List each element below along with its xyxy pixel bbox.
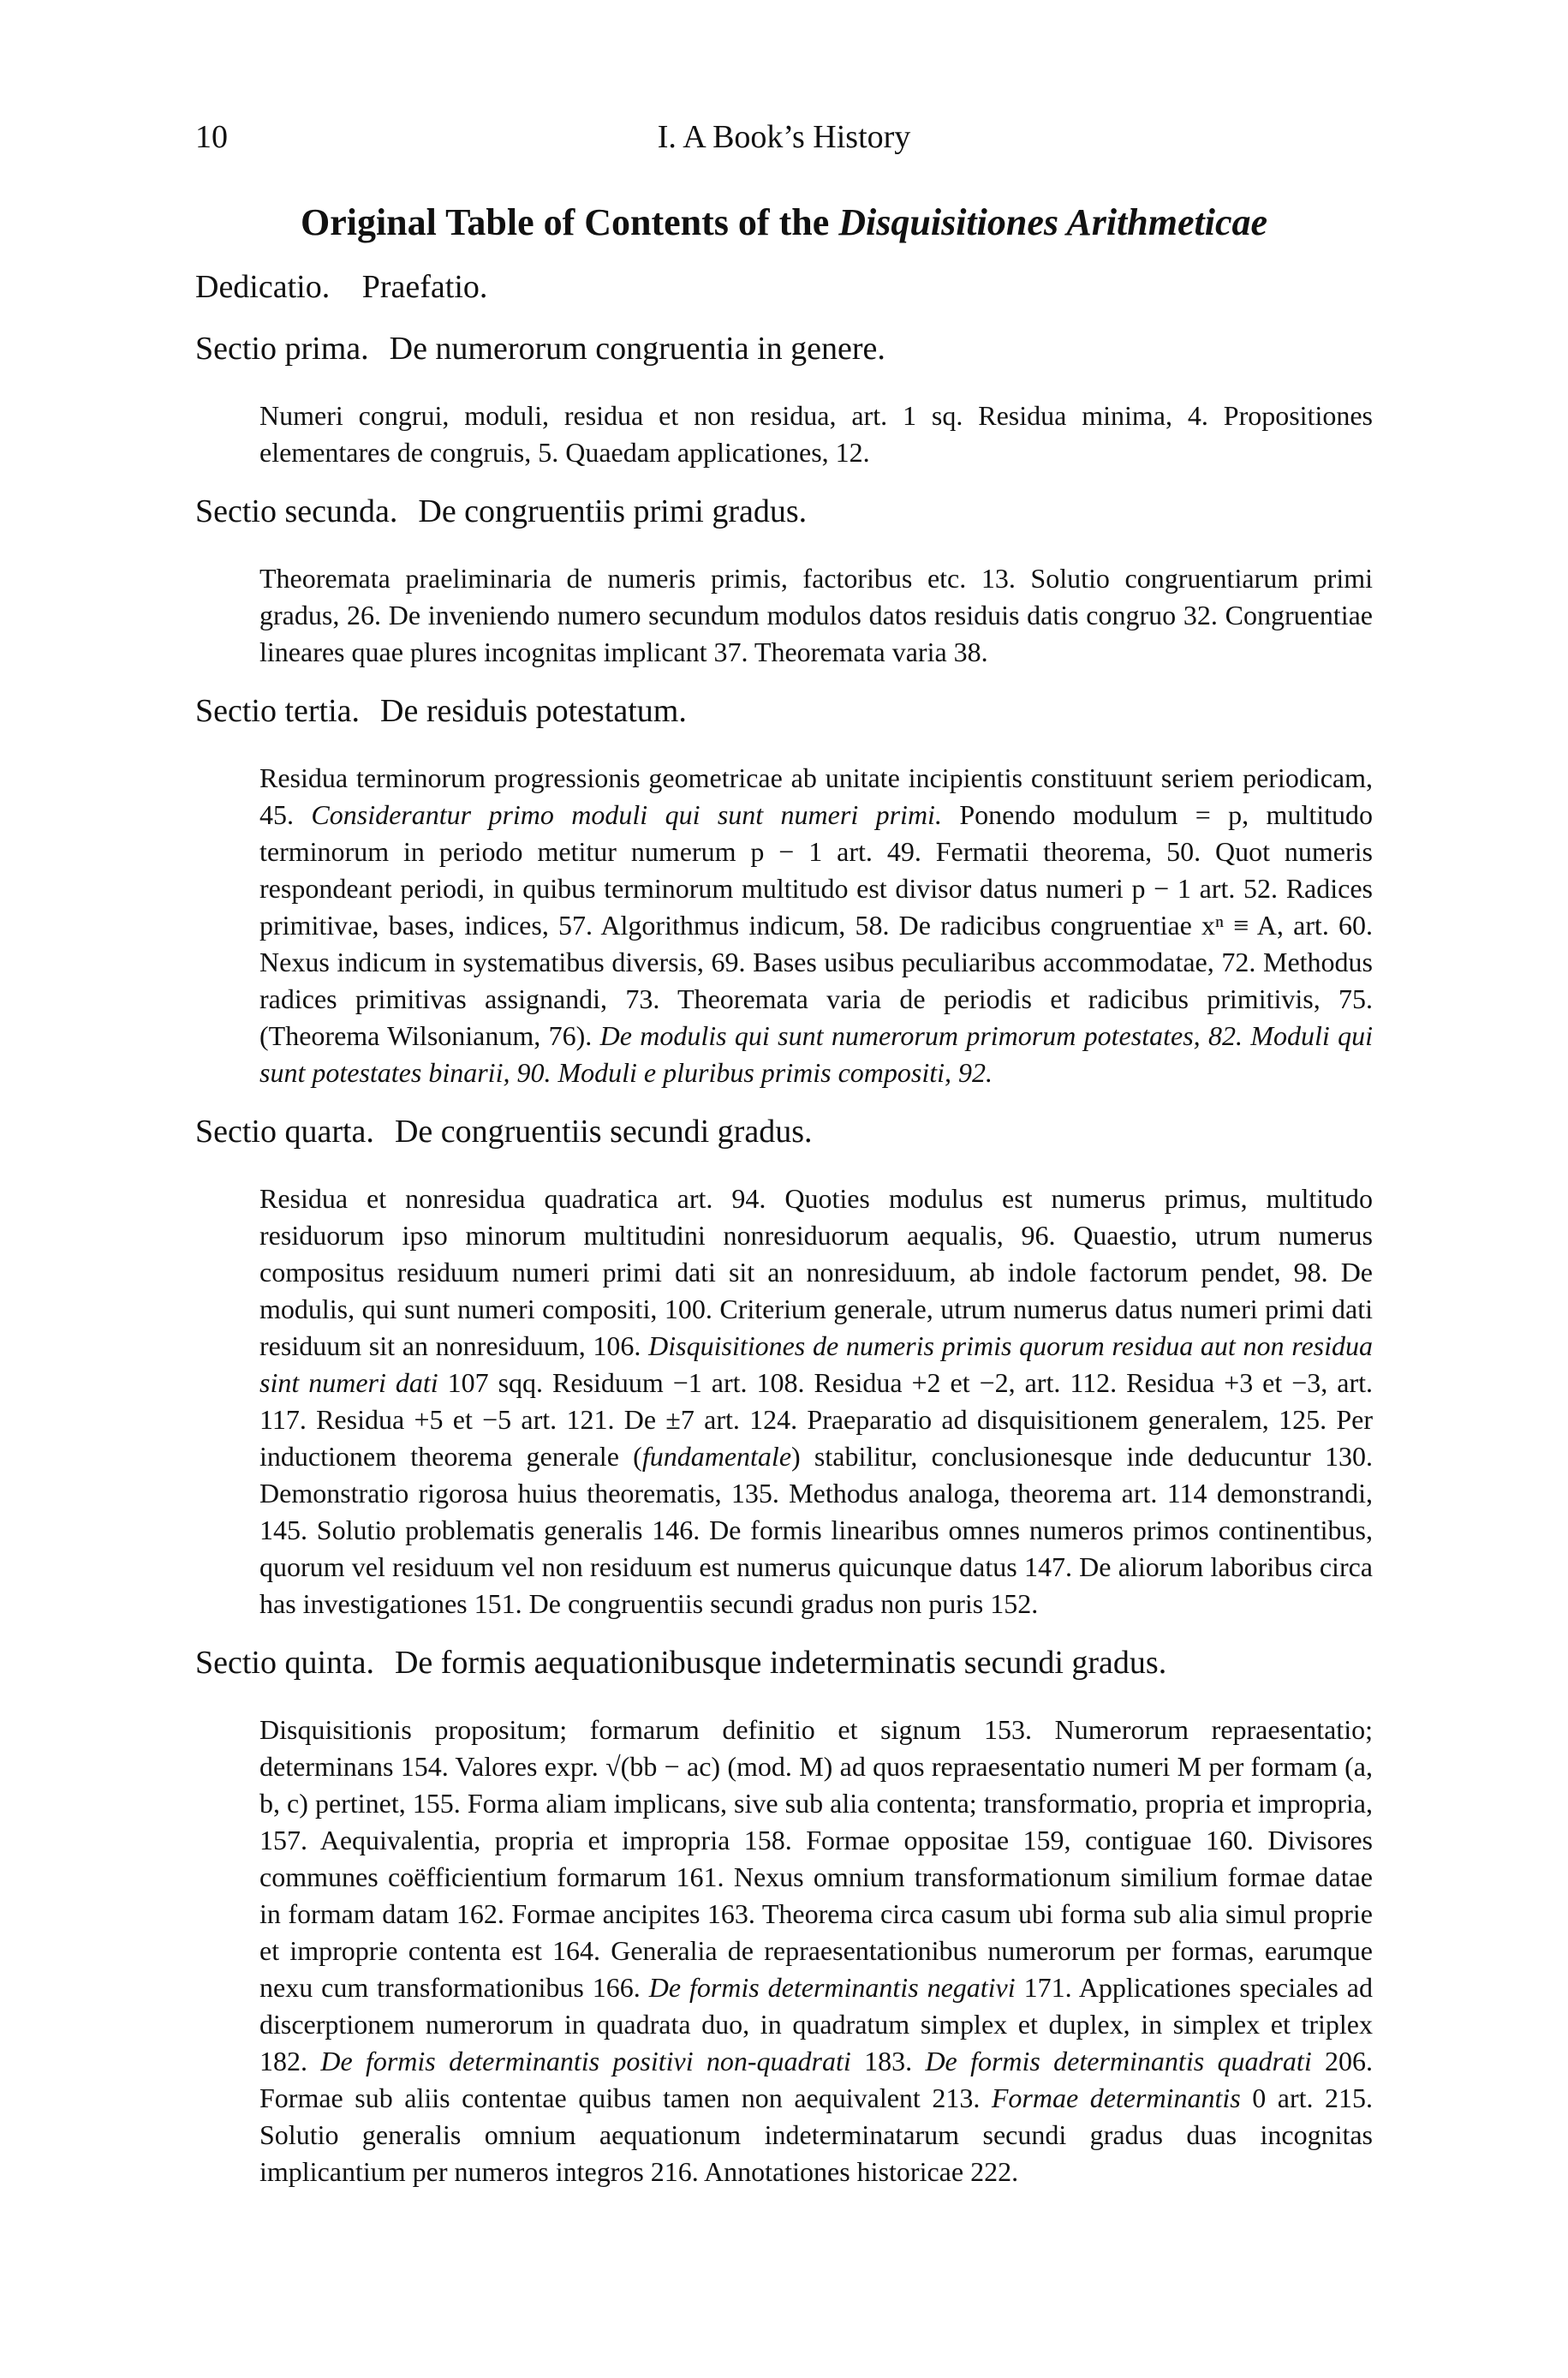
page-title [195, 200, 1373, 244]
text-run: Disquisitionis propositum; formarum definitio et signum 153. Numerorum repraesentatio; determinans 154. Valores expr. √(bb − ac) (mod. M) ad quos repraesentatio numeri M per formam (a, b, c) pertinet, 155. Forma aliam implicans, sive sub alia contenta; transformatio, propria et impropria, 157. Aequivalentia, propria et impropria 158. Formae oppositae 159, contiguae 160. Divisores communes coëfficientium formarum 161. Nexus omnium transformationum similium formae datae in formam datam 162. Formae ancipites 163. Theorema circa casum ubi forma sub alia simul proprie et improprie contenta est 164. Generalia de repraesentationibus numerorum per formas, earumque nexu cum transformationibus 166. [259, 1714, 1373, 2003]
running-title: I. A Book’s History [657, 119, 911, 155]
page-number: 10 [195, 119, 228, 155]
praefatio-entry: Praefatio. [361, 269, 488, 305]
table-of-contents [195, 266, 1373, 2209]
front-matter-line [195, 266, 1373, 308]
toc-section [195, 1110, 1373, 1622]
italic-run: De modulis qui sunt numerorum primorum potestates, 82. Moduli qui sunt potestates binarii, 90. Moduli e pluribus primis compositi, 92. [259, 1020, 1373, 1088]
section-heading [195, 327, 1373, 370]
italic-run: De formis determinantis positivi non-quadrati [320, 2046, 851, 2076]
text-run: ) stabilitur, conclusionesque inde deducuntur 130. Demonstratio rigorosa huius theorematis, 135. Methodus analoga, theorema art. 114 demonstrandi, 145. Solutio problematis generalis 146. De formis linearibus omnes numeros primos continentibus, quorum vel residuum vel non residuum est numerus quicunque datus 147. De aliorum laboribus circa has investigationes 151. De congruentiis secundi gradus non puris 152. [259, 1441, 1374, 1619]
section-number: Sectio quarta. [195, 1114, 374, 1150]
running-head [0, 118, 1568, 161]
page-title-italic: Disquisitiones Arithmeticae [838, 201, 1268, 243]
toc-section [195, 490, 1373, 671]
text-run: 0 art. 215. Solutio generalis omnium aequationum indeterminatarum secundi gradus duas incognitas implicantium per numeros integros 216. Annotationes historicae 222. [259, 2082, 1374, 2187]
italic-run: fundamentale [641, 1441, 792, 1472]
text-run: Theoremata praeliminaria de numeris primis, factoribus etc. 13. Solutio congruentiarum primi gradus, 26. De inveniendo numero secundum modulos datos residuis datis congruo 32. Congruentiae lineares quae plures incognitas implicant 37. Theoremata varia 38. [259, 563, 1373, 667]
section-heading [195, 690, 1373, 732]
italic-run: De formis determinantis quadrati [925, 2046, 1312, 2076]
toc-section [195, 1641, 1373, 2190]
section-heading [195, 1110, 1373, 1153]
section-title: De numerorum congruentia in genere. [389, 331, 885, 367]
toc-section [195, 327, 1373, 471]
section-number: Sectio tertia. [195, 693, 361, 729]
section-heading [195, 1641, 1373, 1684]
italic-run: Formae determinantis [991, 2082, 1241, 2113]
section-title: De congruentiis secundi gradus. [394, 1114, 813, 1150]
section-contents [259, 560, 1373, 671]
text-run: 183. [850, 2046, 926, 2076]
text-run: 107 sqq. Residuum −1 art. 108. Residua +2 et −2, art. 112. Residua +3 et −3, art. 117. Residua +5 et −5 art. 121. De ±7 art. 124. Praeparatio ad disquisitionem generalem, 125. Per inductionem theorema generale ( [259, 1367, 1374, 1472]
text-run: Numeri congrui, moduli, residua et non residua, art. 1 sq. Residua minima, 4. Propositiones elementares de congruis, 5. Quaedam applicationes, 12. [259, 400, 1373, 468]
text-run: 171. Applicationes speciales ad discerptionem numerorum in quadrata duo, in quadratum simplex et duplex, in simplex et triplex 182. [259, 1972, 1374, 2076]
section-contents [259, 1712, 1373, 2190]
italic-run: De formis determinantis negativi [648, 1972, 1016, 2003]
text-run: Ponendo modulum = p, multitudo terminorum in periodo metitur numerum p − 1 art. 49. Fermatii theorema, 50. Quot numeris respondeant periodi, in quibus terminorum multitudo est divisor datus numeri p − 1 art. 52. Radices primitivae, bases, indices, 57. Algorithmus indicum, 58. De radicibus congruentiae xⁿ ≡ A, art. 60. Nexus indicum in systematibus diversis, 69. Bases usibus peculiaribus accommodatae, 72. Methodus radices primitivas assignandi, 73. Theoremata varia de periodis et radicibus primitivis, 75. (Theorema Wilsonianum, 76). [259, 799, 1374, 1051]
section-title: De congruentiis primi gradus. [418, 493, 808, 529]
page-title-roman: Original Table of Contents of the [300, 201, 839, 243]
section-number: Sectio quinta. [195, 1645, 374, 1681]
section-title: De residuis potestatum. [380, 693, 687, 729]
dedicatio-entry: Dedicatio. [195, 269, 331, 305]
text-run: Residua terminorum progressionis geometricae ab unitate incipientis constituunt seriem periodicam, 45. [259, 762, 1373, 830]
section-title: De formis aequationibusque indeterminatis secundi gradus. [394, 1645, 1167, 1681]
sections-list [195, 327, 1373, 2190]
toc-section [195, 690, 1373, 1091]
section-number: Sectio prima. [195, 331, 369, 367]
text-run: Residua et nonresidua quadratica art. 94. Quoties modulus est numerus primus, multitudo residuorum ipso minorum multitudini nonresiduorum aequalis, 96. Quaestio, utrum numerus compositus residuum numeri primi dati sit an nonresiduum, ab indole factorum pendet, 98. De modulis, qui sunt numeri compositi, 100. Criterium generale, utrum numerus datus numeri primi dati residuum sit an nonresiduum, 106. [259, 1183, 1373, 1361]
section-contents [259, 397, 1373, 471]
italic-run: Disquisitiones de numeris primis quorum residua aut non residua sint numeri dati [259, 1330, 1374, 1398]
text-run: 206. Formae sub aliis contentae quibus tamen non aequivalent 213. [259, 2046, 1374, 2113]
section-heading [195, 490, 1373, 533]
section-contents [259, 1180, 1373, 1622]
italic-run: Considerantur primo moduli qui sunt numeri primi. [311, 799, 942, 830]
section-contents [259, 760, 1373, 1091]
section-number: Sectio secunda. [195, 493, 398, 529]
